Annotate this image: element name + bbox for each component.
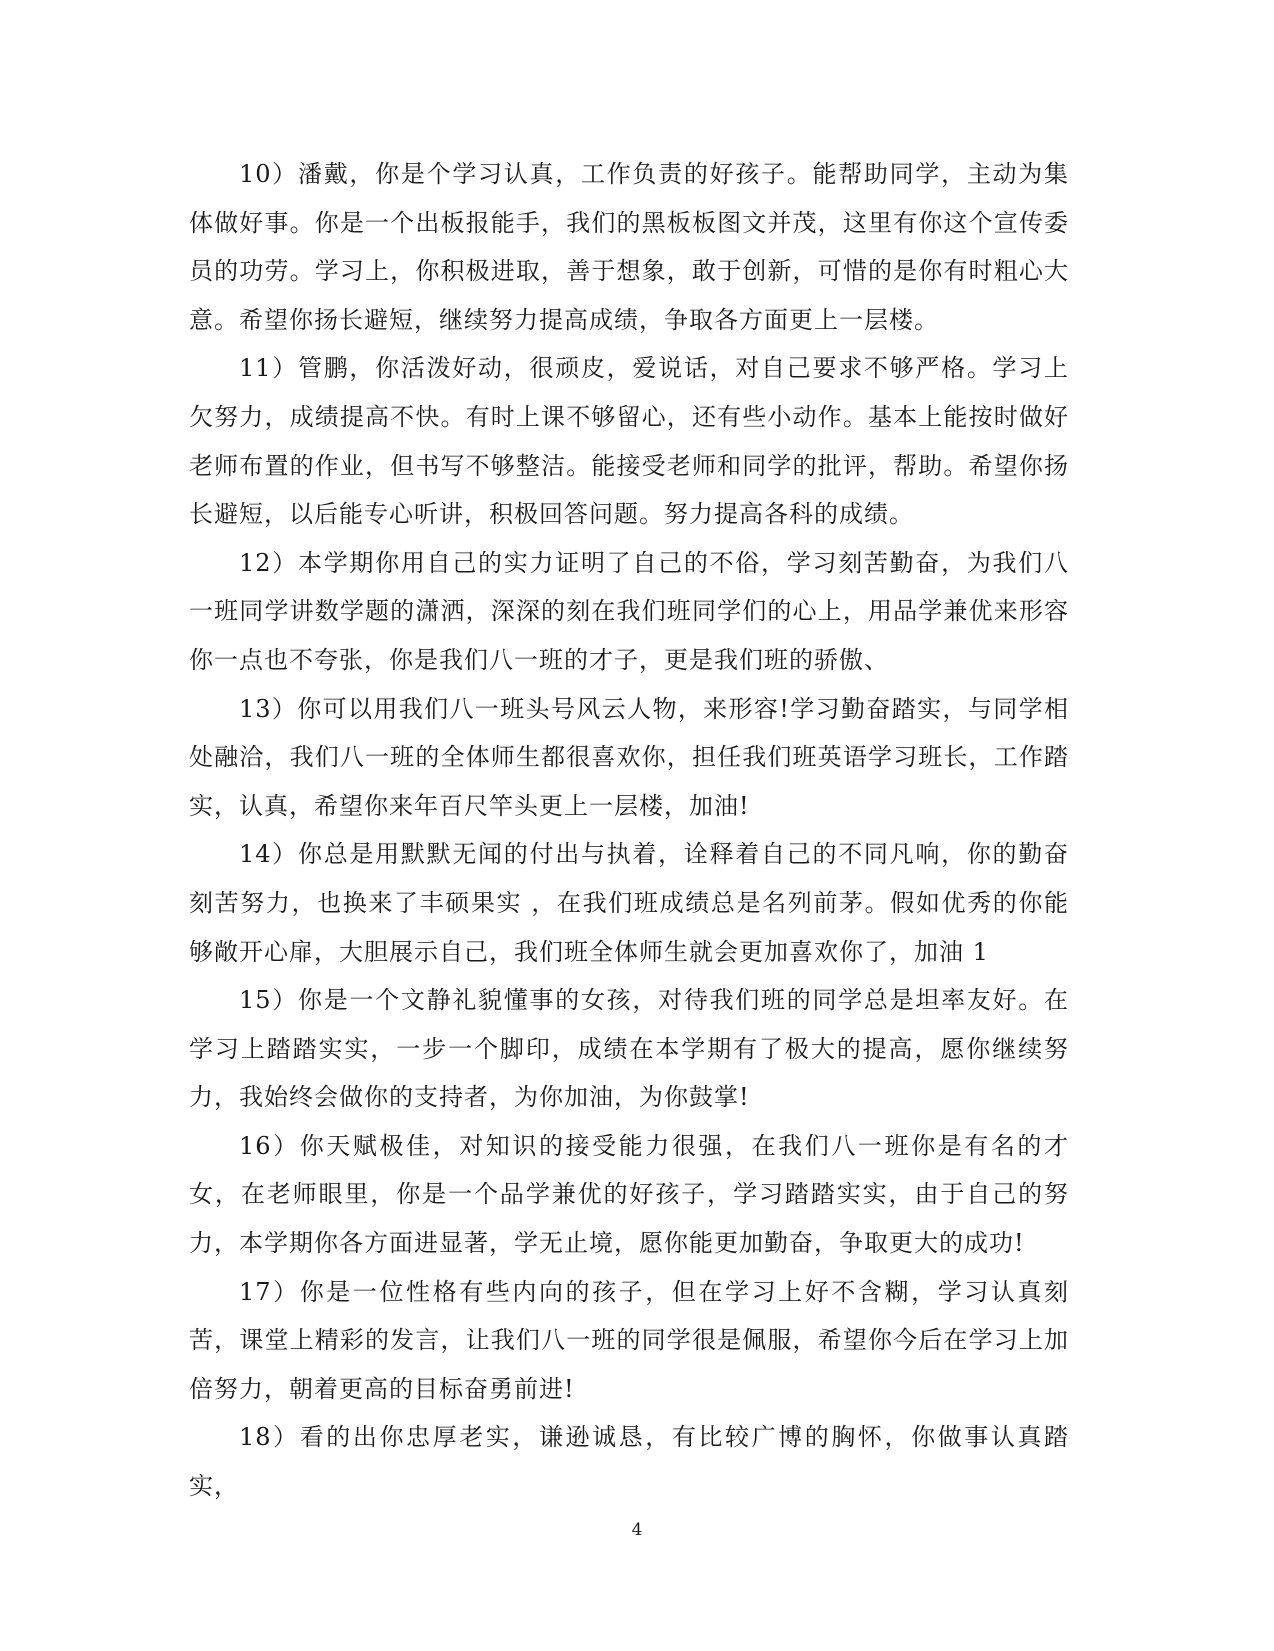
paragraph-15: 15）你是一个文静礼貌懂事的女孩，对待我们班的同学总是坦率友好。在学习上踏踏实实，一步一个脚印，成绩在本学期有了极大的提高，愿你继续努力，我始终会做你的支持者，为你加油，为你鼓掌!	[189, 986, 1069, 1112]
page-number: 4	[631, 1520, 643, 1540]
paragraph-18: 18）看的出你忠厚老实，谦逊诚恳，有比较广博的胸怀，你做事认真踏实，	[189, 1423, 1069, 1501]
paragraph-14: 14）你总是用默默无闻的付出与执着，诠释着自己的不同凡响，你的勤奋刻苦努力，也换来了丰硕果实 ，在我们班成绩总是名列前茅。假如优秀的你能够敞开心扉，大胆展示自己，我们班全体师生就会更加喜欢你了，加油 1	[189, 840, 1069, 966]
paragraph-13: 13）你可以用我们八一班头号风云人物，来形容!学习勤奋踏实，与同学相处融洽，我们八一班的全体师生都很喜欢你，担任我们班英语学习班长，工作踏实，认真，希望你来年百尺竿头更上一层楼，加油!	[189, 694, 1069, 820]
paragraph-10: 10）潘戴，你是个学习认真，工作负责的好孩子。能帮助同学，主动为集体做好事。你是一个出板报能手，我们的黑板板图文并茂，这里有你这个宣传委员的功劳。学习上，你积极进取，善于想象，敢于创新，可惜的是你有时粗心大意。希望你扬长避短，继续努力提高成绩，争取各方面更上一层楼。	[189, 160, 1069, 334]
document-body	[189, 150, 1069, 1511]
paragraph-17: 17）你是一位性格有些内向的孩子，但在学习上好不含糊，学习认真刻苦，课堂上精彩的发言，让我们八一班的同学很是佩服，希望你今后在学习上加倍努力，朝着更高的目标奋勇前进!	[189, 1277, 1069, 1403]
paragraph-11: 11）管鹏，你活泼好动，很顽皮，爱说话，对自己要求不够严格。学习上欠努力，成绩提高不快。有时上课不够留心，还有些小动作。基本上能按时做好老师布置的作业，但书写不够整洁。能接受老师和同学的批评，帮助。希望你扬长避短，以后能专心听讲，积极回答问题。努力提高各科的成绩。	[189, 354, 1069, 529]
paragraph-12: 12）本学期你用自己的实力证明了自己的不俗，学习刻苦勤奋，为我们八一班同学讲数学题的潇洒，深深的刻在我们班同学们的心上，用品学兼优来形容你一点也不夸张，你是我们八一班的才子，更是我们班的骄傲、	[189, 548, 1069, 674]
paragraph-16: 16）你天赋极佳，对知识的接受能力很强，在我们八一班你是有名的才女，在老师眼里，你是一个品学兼优的好孩子，学习踏踏实实，由于自己的努力，本学期你各方面进显著，学无止境，愿你能更加勤奋，争取更大的成功!	[189, 1131, 1069, 1258]
